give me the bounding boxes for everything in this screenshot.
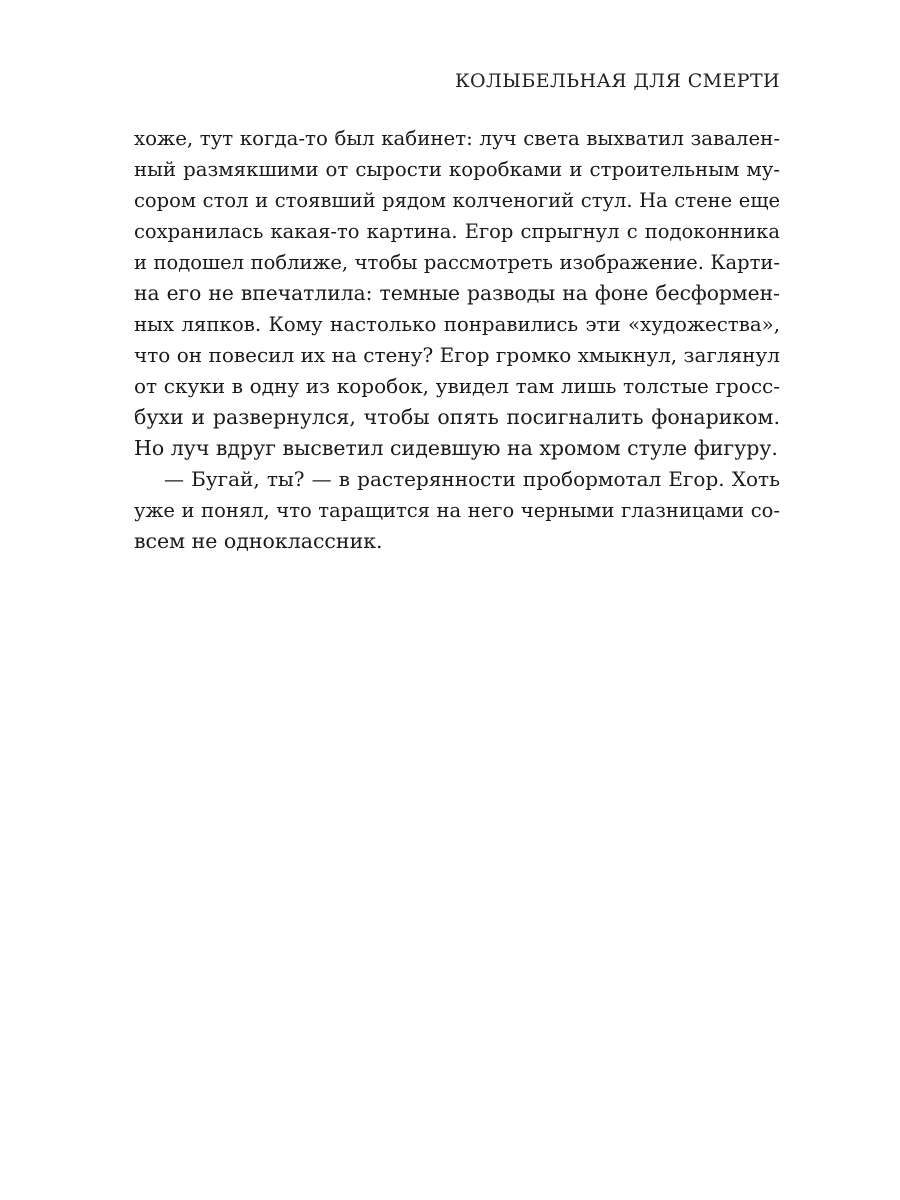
text-line: хоже, тут когда-то был кабинет: луч света выхватил завален- (134, 127, 780, 150)
paragraph (134, 123, 780, 464)
text-line: уже и понял, что таращится на него черными глазницами со- (134, 499, 780, 522)
text-line: и подошел поближе, чтобы рассмотреть изображение. Карти- (134, 251, 780, 274)
text-line: на его не впечатлила: темные разводы на фоне бесформен- (134, 281, 780, 305)
body-text (134, 123, 780, 557)
text-line: Но луч вдруг высветил сидевшую на хромом стуле фигуру. (134, 436, 778, 460)
text-line: от скуки в одну из коробок, увидел там лишь толстые гросс- (134, 374, 780, 398)
text-line: ный размякшими от сырости коробками и строительным му- (134, 158, 780, 181)
text-line: сором стол и стоявший рядом колченогий стул. На стене еще (134, 189, 780, 212)
paragraph (134, 464, 780, 557)
text-line: бухи и развернулся, чтобы опять посигналить фонариком. (134, 405, 780, 429)
running-title: КОЛЫБЕЛЬНАЯ ДЛЯ СМЕРТИ (454, 70, 780, 92)
text-line: ных ляпков. Кому настолько понравились эти «художества», (134, 313, 780, 336)
text-line: всем не одноклассник. (134, 529, 383, 553)
text-line: сохранилась какая-то картина. Егор спрыгнул с подоконника (134, 220, 780, 243)
text-line: что он повесил их на стену? Егор громко хмыкнул, заглянул (134, 343, 780, 367)
text-line: — Бугай, ты? — в растерянности пробормотал Егор. Хоть (164, 467, 780, 491)
